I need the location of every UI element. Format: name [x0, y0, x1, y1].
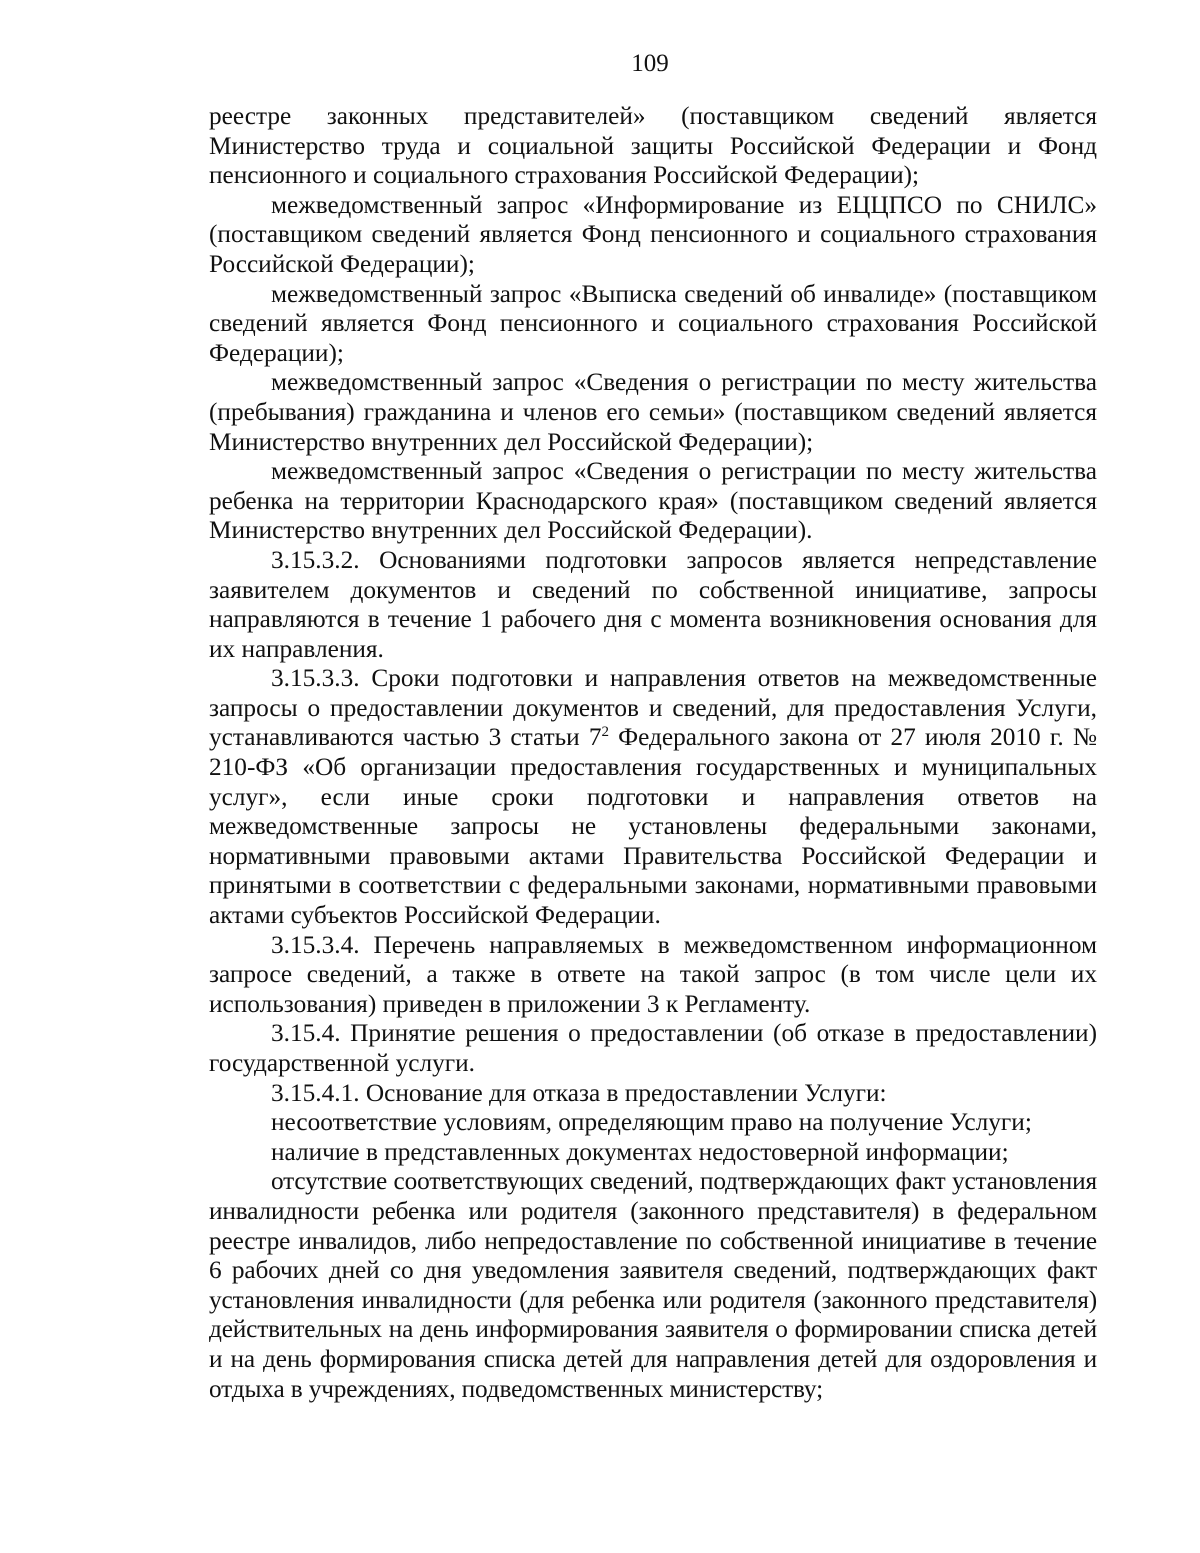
paragraph-2: межведомственный запрос «Информирование из ЕЦЦПСО по СНИЛС» (поставщиком сведений является Фонд пенсионного и социального страхования Российской Федерации);: [209, 190, 1097, 278]
paragraph-10: 3.15.4.1. Основание для отказа в предоставлении Услуги:: [271, 1078, 887, 1107]
paragraph-5: межведомственный запрос «Сведения о регистрации по месту жительства ребенка на территории Краснодарского края» (поставщиком сведений является Министерство внутренних дел Российской Федерации).: [209, 457, 1097, 545]
paragraph-7: [209, 664, 1097, 930]
paragraph-12: наличие в представленных документах недостоверной информации;: [271, 1137, 1009, 1166]
paragraph-13: отсутствие соответствующих сведений, подтверждающих факт установления инвалидности ребенка или родителя (законного представителя) в федеральном реестре инвалидов, либо непредоставление по собственной инициативе в течение 6 рабочих дней со дня уведомления заявителя сведений, подтверждающих факт установления инвалидности (для ребенка или родителя (законного представителя) действительных на день информирования заявителя о формировании списка детей и на день формирования списка детей для направления детей для оздоровления и отдыха в учреждениях, подведомственных министерству;: [209, 1167, 1097, 1403]
page-number: 109: [631, 50, 669, 77]
paragraph-3: межведомственный запрос «Выписка сведений об инвалиде» (поставщиком сведений является Фонд пенсионного и социального страхования Российской Федерации);: [209, 279, 1097, 367]
paragraph-1: реестре законных представителей» (поставщиком сведений является Министерство труда и социальной защиты Российской Федерации и Фонд пенсионного и социального страхования Российской Федерации);: [209, 102, 1097, 190]
paragraph-6: 3.15.3.2. Основаниями подготовки запросов является непредставление заявителем документов и сведений по собственной инициативе, запросы направляются в течение 1 рабочего дня с момента возникновения основания для их направления.: [209, 545, 1097, 663]
paragraph-4: межведомственный запрос «Сведения о регистрации по месту жительства (пребывания) гражданина и членов его семьи» (поставщиком сведений является Министерство внутренних дел Российской Федерации);: [209, 368, 1097, 456]
paragraph-7-text-before: 3.15.3.3. Сроки подготовки и направления ответов на межведомственные запросы о предоставлении документов и сведений, для предоставления Услуги, устанавливаются частью 3 статьи 7: [209, 664, 1097, 752]
paragraph-7-text-after: Федерального закона от 27 июля 2010 г. № 210-ФЗ «Об организации предоставления государственных и муниципальных услуг», если иные сроки подготовки и направления ответов на межведомственные запросы не установлены федеральными законами, нормативными правовыми актами Правительства Российской Федерации и принятыми в соответствии с федеральными законами, нормативными правовыми актами субъектов Российской Федерации.: [209, 723, 1097, 930]
superscript: 2: [601, 724, 610, 741]
document-body: [209, 102, 1097, 1404]
paragraph-11: несоответствие условиям, определяющим право на получение Услуги;: [271, 1108, 1032, 1137]
paragraph-9: 3.15.4. Принятие решения о предоставлении (об отказе в предоставлении) государственной услуги.: [209, 1019, 1097, 1077]
paragraph-8: 3.15.3.4. Перечень направляемых в межведомственном информационном запросе сведений, а также в ответе на такой запрос (в том числе цели их использования) приведен в приложении 3 к Регламенту.: [209, 930, 1097, 1018]
